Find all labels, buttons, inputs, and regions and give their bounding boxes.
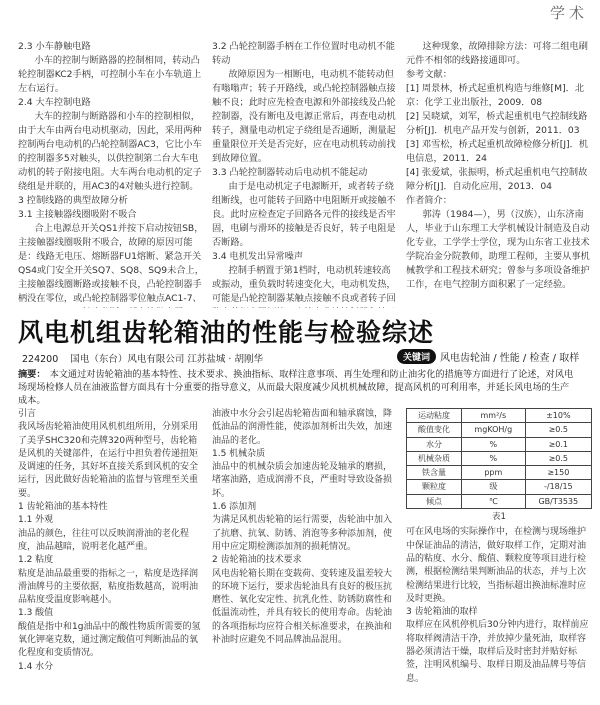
table-cell: ppm bbox=[462, 466, 526, 480]
paragraph: 1 齿轮箱油的基本特性 bbox=[18, 502, 108, 513]
table-cell: GB/T3535 bbox=[525, 494, 591, 508]
paragraph: 油液中水分会引起齿轮箱齿面和轴承腐蚀，降低油品的润滑性能，使添加剂析出失效，加速油品的老化。 bbox=[212, 409, 393, 446]
table-cell: % bbox=[462, 437, 526, 451]
table-cell: ≥0.5 bbox=[525, 423, 591, 437]
paragraph: 3.3 凸轮控制器转动后电动机不能起动 bbox=[212, 167, 368, 178]
paragraph: 1.5 机械杂质 bbox=[212, 448, 266, 459]
paragraph: 1.2 粘度 bbox=[18, 555, 54, 566]
paragraph: 1.4 水分 bbox=[18, 661, 54, 672]
table-cell: 颗粒度 bbox=[407, 480, 462, 494]
paragraph: 郭涛（1984—），男（汉族），山东济南人，毕业于山东理工大学机械设计制造及自动化专业，工学学士学位，现为山东省工业技术学院冶金分院教师，助理工程师，主要从事机械教学和工程技术研究；曾参与多项设备维护工作，在电气控制方面积累了一定经验。 bbox=[406, 209, 590, 290]
table-caption: 表1 bbox=[492, 512, 506, 523]
author-line bbox=[22, 351, 263, 365]
paragraph: 参考文献： bbox=[406, 69, 452, 80]
paragraph: 酸值是指中和1g油品中的酸性物质所需要的氢氧化钾毫克数，通过测定酸值可判断油品的氧化程度和变质情况。 bbox=[18, 621, 201, 659]
paragraph: 3.4 电机发出异常噪声 bbox=[212, 251, 304, 262]
paragraph: 2.3 小车静触电路 bbox=[18, 41, 91, 52]
top-column bbox=[406, 40, 592, 308]
paragraph: 控制手柄置于第1档时，电动机转速较高或振动，重负载时转速变化大，电动机发热，可能是凸轮控制器某触点接触不良或者转子回 bbox=[212, 265, 396, 304]
table-cell: 级 bbox=[462, 480, 526, 494]
paragraph: 合上电源总开关QS1并按下启动按钮SB，主接触器线圈吸附不吸合，故障的原因可能是：线路无电压、熔断器FU1熔断、紧急开关QS4或门安全开关SQ7、SQ8、SQ9未合上，主接触器线圈断路或接触不良，凸轮控制器手柄没在零位，或凸轮控制器零位触点AC1-7、 bbox=[18, 223, 204, 304]
paragraph: 故障原因为一相断电，电动机不能转动但有嗡嗡声；转子开路线，或凸轮控制器触点接触不良；此时应先检查电源和外部接线及凸轮控制器，没有断电及电源正常后，再查电动机转子，测量电动机定子绕组是否通断，测量起重量限位开关是否完好，应在电动机转动前找到故障位置。 bbox=[212, 69, 396, 164]
table-row bbox=[407, 494, 592, 508]
table-cell: 铁含量 bbox=[407, 466, 462, 480]
oil-spec-table bbox=[406, 408, 592, 509]
paragraph: 3.1 主接触器线圈吸附不吸合 bbox=[18, 209, 137, 220]
paragraph: 1.1 外观 bbox=[18, 515, 54, 526]
top-column bbox=[212, 40, 398, 308]
body-column bbox=[18, 408, 204, 698]
keywords-label: 关键词 bbox=[397, 349, 436, 364]
affiliation: 国电（东台）风电有限公司 江苏盐城 · 胡刚华 bbox=[70, 354, 263, 365]
paragraph: 可在风电场的实际操作中，在检测与现场维护中保证油品的清洁，做好取样工作，定期对油品的粘度、水分、酸值、颗粒度等项目进行检测，根据检测结果判断油品的状态，并与上次检测结果进行比较，当指标超出换油标准时应及时更换。 bbox=[406, 527, 587, 604]
paragraph: 风电齿轮箱长期在变载荷、变转速及温差较大的环境下运行，要求齿轮油具有良好的极压抗磨性、氧化安定性、抗乳化性、防锈防腐性和低温流动性，并具有较长的使用寿命。齿轮油的各项指标均应符合相关标准要求，在换油和补油时应避免不同品牌油品混用。 bbox=[212, 568, 393, 646]
table-row bbox=[407, 466, 592, 480]
table-cell: ≥0.5 bbox=[525, 451, 591, 465]
top-columns bbox=[18, 40, 592, 308]
paragraph: [4] 张爱斌，张振明，桥式起重机电气控制故障分析[J]．自动化应用，2013．04 bbox=[406, 167, 588, 192]
table-cell: ±10% bbox=[525, 409, 591, 423]
paragraph: 1.6 添加剂 bbox=[212, 502, 257, 513]
table-cell: 倾点 bbox=[407, 494, 462, 508]
paragraph: 引言 bbox=[18, 409, 37, 419]
table-cell: -/18/15 bbox=[525, 480, 591, 494]
keywords-text: 风电齿轮油 / 性能 / 检查 / 取样 bbox=[440, 353, 580, 364]
paragraph: 取样应在风机停机后30分钟内进行，取样前应将取样阀清洁干净，并放掉少量死油，取样容器必须清洁干燥，取样后及时密封并贴好标签，注明风机编号、取样日期及油品牌号等信息。 bbox=[406, 620, 589, 684]
paragraph: 3 控制线路的典型故障分析 bbox=[18, 195, 128, 206]
table-cell: ≥150 bbox=[525, 466, 591, 480]
paragraph: 油品中的机械杂质会加速齿轮及轴承的磨损，堵塞油路，造成润滑不良，严重时导致设备损坏。 bbox=[212, 462, 393, 499]
table-cell: mgKOH/g bbox=[462, 423, 526, 437]
postal-code: 224200 bbox=[22, 354, 59, 365]
table-row bbox=[407, 451, 592, 465]
table-cell: % bbox=[462, 451, 526, 465]
paragraph: 这种现象，故障排除方法：可将二组电刷元件不相邻的线路接通即可。 bbox=[406, 41, 588, 66]
table-cell: 机械杂质 bbox=[407, 451, 462, 465]
table-row bbox=[407, 480, 592, 494]
table-row bbox=[407, 409, 592, 423]
section-label: 学术 bbox=[549, 4, 588, 22]
table-row bbox=[407, 437, 592, 451]
paragraph: 小车的控制与断路器的控制相同，转动凸轮控制器KC2手柄，可控制小车在小车轨道上左右运行。 bbox=[18, 55, 202, 94]
table-cell: ℃ bbox=[462, 494, 526, 508]
paragraph: 由于是电动机定子电源断开，或者转子绕组断线，也可能转子回路中电阻断开或接触不良。此时应检查定子回路各元件的接线是否牢固，电刷与滑环的接触是否良好，转子电阻是否断路。 bbox=[212, 181, 396, 248]
abstract-label: 摘要： bbox=[18, 369, 46, 380]
paragraph: 2 齿轮箱油的技术要求 bbox=[212, 555, 302, 566]
table-cell: mm²/s bbox=[462, 409, 526, 423]
paragraph: 我风场齿轮箱油使用风机机组所用，分别采用了美孚SHC320和壳牌320两种型号，齿轮箱是风机的关键部件，在运行中担负着传递扭矩及调速的任务，其好坏直接关系到风机的安全运行，因此做好齿轮箱油的监督与管理至关重要。 bbox=[18, 422, 199, 499]
paragraph: 大车的控制与断路器和小车的控制相似，由于大车由两台电动机驱动，因此，采用两种控制两台电动机的凸轮控制器AC3，它比小车的控制器多5对触头，以供控制第二台大车电动机的转子附接电阻。大车两台电动机的定子绕组是并联的，用AC3的4对触头进行控制。 bbox=[18, 111, 202, 192]
paragraph: 3 齿轮箱油的取样 bbox=[406, 607, 478, 618]
paragraph: 油品的颜色，往往可以反映润滑油的老化程度，油品越暗，说明老化越严重。 bbox=[18, 528, 190, 552]
keywords bbox=[397, 349, 579, 364]
table-row bbox=[407, 423, 592, 437]
table-cell: ≥0.1 bbox=[525, 437, 591, 451]
body-column bbox=[406, 408, 592, 698]
paragraph: [1] 周景林，桥式起重机构造与维修[M]．北京：化学工业出版社，2009．08 bbox=[406, 83, 585, 108]
body-column bbox=[212, 408, 398, 698]
table-cell: 酸值变化 bbox=[407, 423, 462, 437]
paragraph: 粘度是油品最重要的指标之一，粘度是选择润滑油牌号的主要依据，粘度指数越高，说明油品粘度受温度影响越小。 bbox=[18, 568, 199, 606]
table-cell: 运动粘度 bbox=[407, 409, 462, 423]
top-column bbox=[18, 40, 204, 308]
paragraph: 为满足风机齿轮箱的运行需要，齿轮油中加入了抗磨、抗氧、防锈、消泡等多种添加剂，使用中应定期检测添加剂的损耗情况。 bbox=[212, 515, 393, 552]
paragraph: 3.2 凸轮控制器手柄在工作位置时电动机不能转动 bbox=[212, 41, 395, 66]
article-title: 风电机组齿轮箱油的性能与检验综述 bbox=[18, 318, 435, 347]
abstract-text: 本文通过对齿轮箱油的基本特性、技术要求、换油指标、取样注意事项、再生处理和防止油劣化的措施等方面进行了论述，对风电场现场检修人员在油液监督方面具有十分重要的指导意义，从而最大限度减少风机机械故障，提高风机的可利用率，并延长风电场的生产成本。 bbox=[18, 369, 574, 406]
paragraph: [2] 吴晓斌，刘军，桥式起重机电气控制线路分析[J]．机电产品开发与创新，2011．03 bbox=[406, 111, 588, 136]
table-cell: 水分 bbox=[407, 437, 462, 451]
paragraph: [3] 邓雪松，桥式起重机故障检修分析[J]．机电信息，2011．24 bbox=[406, 139, 588, 164]
page-header bbox=[0, 0, 600, 38]
abstract bbox=[18, 368, 578, 407]
paragraph: 1.3 酸值 bbox=[18, 608, 54, 619]
paragraph: 作者简介： bbox=[406, 195, 452, 206]
paragraph: 2.4 大车控制电路 bbox=[18, 97, 91, 108]
body-columns bbox=[18, 408, 592, 698]
